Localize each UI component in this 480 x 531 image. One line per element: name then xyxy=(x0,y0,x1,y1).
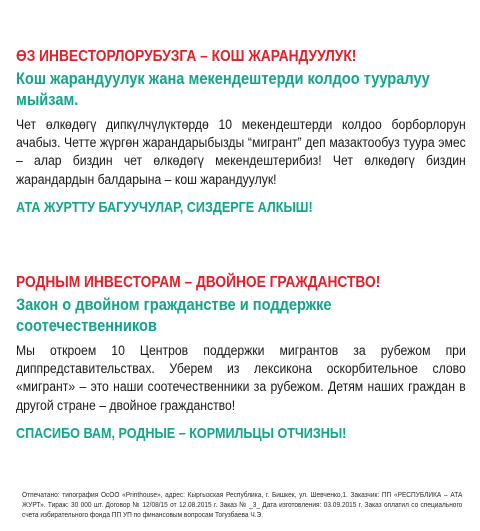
russian-section xyxy=(16,273,466,443)
print-imprint: Отпечатано: типография ОсОО «Printhouse», адрес: Кыргызская Республика, г. Бишкек, ул. Шевченко,1. Заказчик: ПП «РЕСПУБЛИКА – АТА ЖУРТ». Тираж: 30 000 шт. Договор № 12/08/15 от 12.08.2015 г. Заказ № _3_ Дата изготовления: 03.09.2015 г. Заказ оплатил со специального счета избирательного фонда ПП УП по финансовым вопросам Тогузбаева Ч.Э. xyxy=(22,490,463,519)
kyrgyz-body-text: Чет өлкөдөгү дипкүлчүлүктөрдө 10 мекендештерди колдоо борборлорун ачабыз. Четте жүргөн жарандарыбызды “мигрант” деп мазактообуз туура эмес – алар биздин чет өлкөдөгү мекендештерибиз! Чет өлкөдөгү биздин жарандардын балдарына – кош жарандуулук! xyxy=(16,117,466,188)
russian-body-text: Мы откроем 10 Центров поддержки мигрантов за рубежом при диппредставительствах. Уберем из лексикона оскорбительное слово «мигрант» – это наши соотечественники за рубежом. Детям наших граждан в другой стране – двойное гражданство! xyxy=(16,343,466,414)
kyrgyz-subhead: Кош жарандуулук жана мекендештерди колдоо тууралуу мыйзам. xyxy=(16,69,430,109)
kyrgyz-section xyxy=(16,47,466,217)
russian-headline: РОДНЫМ ИНВЕСТОРАМ – ДВОЙНОЕ ГРАЖДАНСТВО! xyxy=(16,274,381,291)
kyrgyz-closing-slogan: АТА ЖУРТТУ БАГУУЧУЛАР, СИЗДЕРГЕ АЛКЫШ! xyxy=(16,198,313,216)
russian-closing-slogan: СПАСИБО ВАМ, РОДНЫЕ – КОРМИЛЬЦЫ ОТЧИЗНЫ! xyxy=(16,424,347,442)
russian-subhead: Закон о двойном гражданстве и поддержке соотечественников xyxy=(16,295,332,335)
kyrgyz-headline: ӨЗ ИНВЕСТОРЛОРУБУЗГА – КОШ ЖАРАНДУУЛУК! xyxy=(16,48,357,65)
